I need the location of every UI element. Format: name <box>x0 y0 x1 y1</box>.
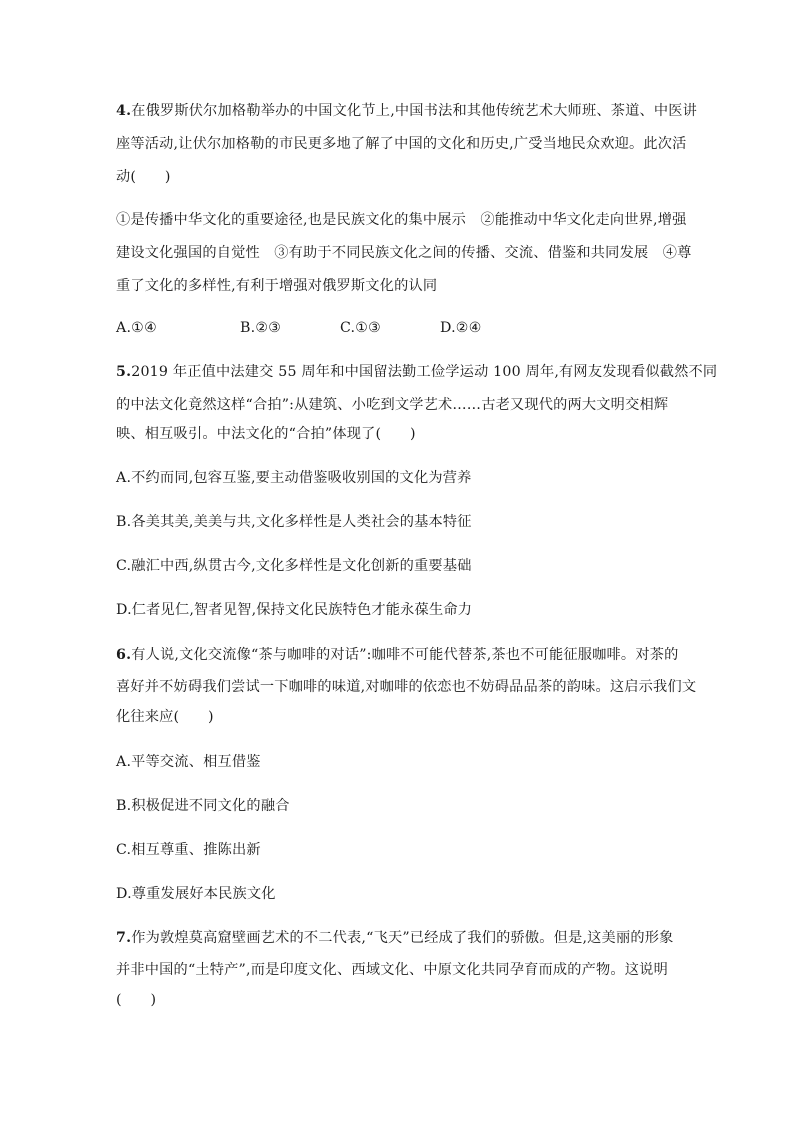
q5-stem-line-1: 5.2019 年正值中法建交 55 周年和中国留法勤工俭学运动 100 周年,有网友发现看似截然不同 <box>116 364 718 380</box>
q5-stem-line-2: 的中法文化竟然这样“合拍”:从建筑、小吃到文学艺术……古老又现代的两大文明交相辉 <box>116 397 669 413</box>
q4-stem-line-1: 4.在俄罗斯伏尔加格勒举办的中国文化节上,中国书法和其他传统艺术大师班、茶道、中医讲 <box>116 103 698 119</box>
q6-option-b[interactable]: B.积极促进不同文化的融合 <box>116 798 290 814</box>
q4-options <box>116 318 716 338</box>
q6-number: 6. <box>116 647 132 663</box>
q7-stem-line-2: 并非中国的“土特产”,而是印度文化、西域文化、中原文化共同孕育而成的产物。这说明 <box>116 962 668 978</box>
q6-option-c[interactable]: C.相互尊重、推陈出新 <box>116 842 261 858</box>
q4-option-b[interactable]: B.②③ <box>240 320 282 336</box>
q6-stem-line-2: 喜好并不妨碍我们尝试一下咖啡的味道,对咖啡的依恋也不妨碍品品茶的韵味。这启示我们文 <box>116 679 697 695</box>
q5-number: 5. <box>116 364 132 380</box>
q5-stem-line-3: 映、相互吸引。中法文化的“合拍”体现了( ) <box>116 426 416 442</box>
q6-stem-line-3: 化往来应( ) <box>116 709 214 725</box>
q5-option-b[interactable]: B.各美其美,美美与共,文化多样性是人类社会的基本特征 <box>116 514 472 530</box>
q4-statements-line-2: 建设文化强国的自觉性 ③有助于不同民族文化之间的传播、交流、借鉴和共同发展 ④尊 <box>116 245 692 261</box>
q4-option-a[interactable]: A.①④ <box>116 320 157 336</box>
q4-stem-line-3: 动( ) <box>116 169 171 185</box>
q5-option-c[interactable]: C.融汇中西,纵贯古今,文化多样性是文化创新的重要基础 <box>116 558 472 574</box>
q4-statements-line-1: ①是传播中华文化的重要途径,也是民族文化的集中展示 ②能推动中华文化走向世界,增强 <box>116 212 687 228</box>
q6-stem-line-1: 6.有人说,文化交流像“茶与咖啡的对话”:咖啡不可能代替茶,茶也不可能征服咖啡。对茶的 <box>116 647 679 663</box>
q4-stem-line-2: 座等活动,让伏尔加格勒的市民更多地了解了中国的文化和历史,广受当地民众欢迎。此次活 <box>116 136 687 152</box>
q7-stem-line-1: 7.作为敦煌莫高窟壁画艺术的不二代表,“飞天”已经成了我们的骄傲。但是,这美丽的形象 <box>116 930 674 946</box>
q5-option-d[interactable]: D.仁者见仁,智者见智,保持文化民族特色才能永葆生命力 <box>116 602 473 618</box>
q7-stem-line-3: ( ) <box>116 992 157 1008</box>
q6-option-a[interactable]: A.平等交流、相互借鉴 <box>116 754 261 770</box>
q5-option-a[interactable]: A.不约而同,包容互鉴,要主动借鉴吸收别国的文化为营养 <box>116 470 472 486</box>
q4-option-c[interactable]: C.①③ <box>340 320 382 336</box>
q6-option-d[interactable]: D.尊重发展好本民族文化 <box>116 886 276 902</box>
q4-option-d[interactable]: D.②④ <box>440 320 482 336</box>
q7-number: 7. <box>116 930 132 946</box>
q4-statements-line-3: 重了文化的多样性,有利于增强对俄罗斯文化的认同 <box>116 278 438 294</box>
q4-number: 4. <box>116 103 132 119</box>
